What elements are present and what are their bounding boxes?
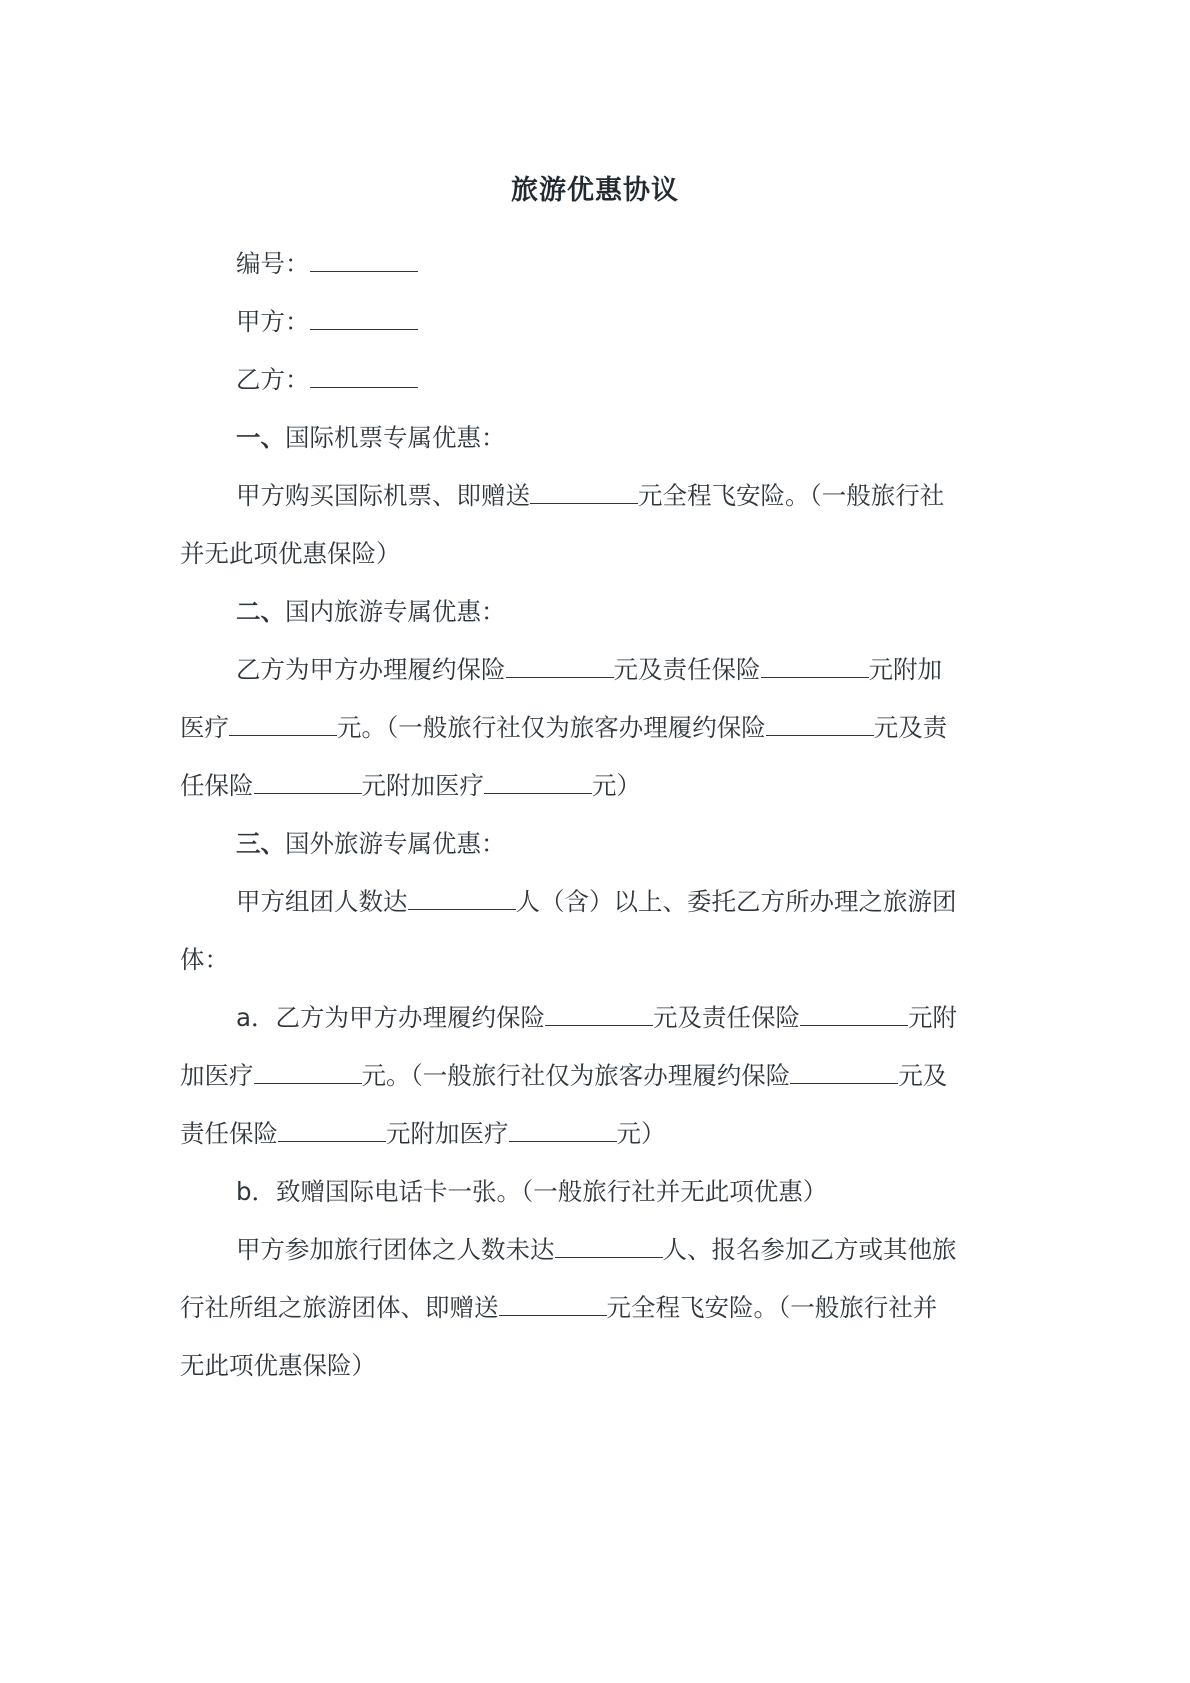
section-3-item-a-line-3: 责任保险 元附加医疗 元） — [180, 1114, 1010, 1154]
section-1-heading: 一、国际机票专属优惠： — [236, 423, 506, 452]
document-title: 旅游优惠协议 — [511, 175, 679, 206]
blank-line[interactable] — [310, 245, 418, 272]
blank-line[interactable] — [310, 303, 418, 330]
section-2-line-3: 任保险 元附加医疗 元） — [180, 766, 1010, 806]
blank-line[interactable] — [555, 1231, 663, 1258]
blank-line[interactable] — [254, 767, 362, 794]
section-3-paragraph-2-line-3: 无此项优惠保险） — [180, 1351, 376, 1380]
blank-line[interactable] — [790, 1057, 898, 1084]
section-3-line-1: 甲方组团人数达 人（含）以上、委托乙方所办理之旅游团 — [236, 882, 1066, 922]
section-3-paragraph-2-line-1: 甲方参加旅行团体之人数未达 人、报名参加乙方或其他旅 — [236, 1230, 1066, 1270]
section-3-line-2: 体： — [180, 945, 229, 974]
blank-line[interactable] — [766, 709, 874, 736]
blank-line[interactable] — [310, 361, 418, 388]
blank-line[interactable] — [509, 1115, 617, 1142]
section-1-paragraph: 甲方购买国际机票、即赠送 元全程飞安险。（一般旅行社 — [236, 476, 1066, 516]
section-3-item-b: b．致赠国际电话卡一张。（一般旅行社并无此项优惠） — [236, 1177, 828, 1206]
blank-line[interactable] — [530, 477, 638, 504]
blank-line[interactable] — [506, 651, 614, 678]
section-3-paragraph-2-line-2: 行社所组之旅游团体、即赠送 元全程飞安险。（一般旅行社并 — [180, 1288, 1010, 1328]
section-2-heading: 二、国内旅游专属优惠： — [236, 597, 506, 626]
blank-line[interactable] — [408, 883, 516, 910]
field-party-a: 甲方： — [236, 302, 1066, 342]
section-1-paragraph-cont: 并无此项优惠保险） — [180, 539, 401, 568]
section-2-line-2: 医疗 元。（一般旅行社仅为旅客办理履约保险 元及责 — [180, 708, 1010, 748]
field-number: 编号： — [236, 244, 1066, 284]
field-party-b: 乙方： — [236, 360, 1066, 400]
blank-line[interactable] — [499, 1289, 607, 1316]
section-2-line-1: 乙方为甲方办理履约保险 元及责任保险 元附加 — [236, 650, 1066, 690]
blank-line[interactable] — [229, 709, 337, 736]
blank-line[interactable] — [800, 999, 908, 1026]
section-3-item-a-line-1: a．乙方为甲方办理履约保险 元及责任保险 元附 — [236, 998, 1066, 1038]
blank-line[interactable] — [545, 999, 653, 1026]
blank-line[interactable] — [278, 1115, 386, 1142]
blank-line[interactable] — [761, 651, 869, 678]
blank-line[interactable] — [484, 767, 592, 794]
section-3-heading: 三、国外旅游专属优惠： — [236, 829, 506, 858]
blank-line[interactable] — [254, 1057, 362, 1084]
section-3-item-a-line-2: 加医疗 元。（一般旅行社仅为旅客办理履约保险 元及 — [180, 1056, 1010, 1096]
